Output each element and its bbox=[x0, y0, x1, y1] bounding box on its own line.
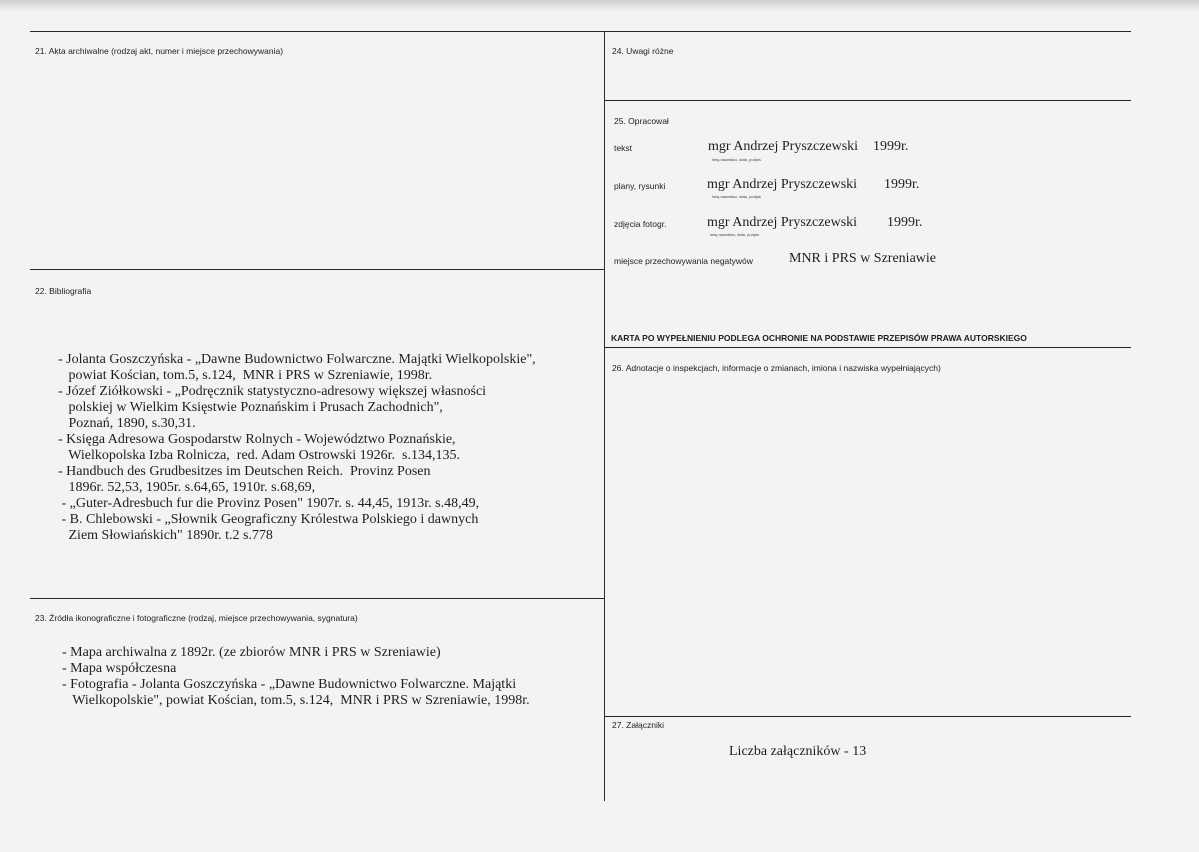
center-divider bbox=[604, 31, 605, 801]
author-hint: imię,nazwisko, data, podpis bbox=[710, 232, 759, 237]
section-26-title: 26. Adnotacje o inspekcjach, informacje o zmianach, imiona i nazwiska wypełniających) bbox=[612, 363, 941, 373]
bibliography-line: - Handbuch des Grudbesitzes im Deutschen Reich. Provinz Posen bbox=[58, 464, 431, 479]
author-name: mgr Andrzej Pryszczewski bbox=[708, 139, 859, 154]
divider-24-25 bbox=[604, 100, 1131, 101]
author-row-label: plany, rysunki bbox=[614, 181, 666, 191]
bibliography-line: Wielkopolska Izba Rolnicza, red. Adam Ostrowski 1926r. s.134,135. bbox=[58, 448, 461, 463]
author-row-label: zdjęcia fotogr. bbox=[614, 219, 667, 229]
author-name: mgr Andrzej Pryszczewski bbox=[707, 177, 858, 192]
section-22-title: 22. Bibliografia bbox=[35, 286, 92, 296]
bibliography-line: - „Guter-Adresbuch fur die Provinz Posen" 1907r. s. 44,45, 1913r. s.48,49, bbox=[58, 496, 480, 511]
author-row-label: tekst bbox=[614, 143, 632, 153]
bibliography-line: Poznań, 1890, s.30,31. bbox=[58, 416, 196, 431]
author-hint: imię,nazwisko, data, podpis bbox=[712, 194, 761, 199]
source-line: - Fotografia - Jolanta Goszczyńska - „Dawne Budownictwo Folwarczne. Majątki bbox=[62, 677, 517, 692]
top-border bbox=[30, 31, 1131, 32]
copyright-note: KARTA PO WYPEŁNIENIU PODLEGA OCHRONIE NA PODSTAWIE PRZEPISÓW PRAWA AUTORSKIEGO bbox=[611, 333, 1027, 343]
bibliography-line: polskiej w Wielkim Księstwie Poznańskim i Prusach Zachodnich", bbox=[58, 400, 443, 415]
negatives-label: miejsce przechowywania negatywów bbox=[614, 256, 753, 266]
source-line: - Mapa współczesna bbox=[62, 661, 177, 676]
source-line: - Mapa archiwalna z 1892r. (ze zbiorów MNR i PRS w Szreniawie) bbox=[62, 645, 441, 660]
divider-25-26 bbox=[604, 347, 1131, 348]
author-year: 1999r. bbox=[884, 177, 920, 192]
bibliography-list bbox=[58, 352, 536, 544]
author-year: 1999r. bbox=[887, 215, 923, 230]
section-27-title: 27. Załączniki bbox=[612, 720, 664, 730]
section-24-title: 24. Uwagi różne bbox=[612, 46, 674, 56]
bibliography-line: - Józef Ziółkowski - „Podręcznik statystyczno-adresowy większej własności bbox=[58, 384, 487, 399]
divider-21-22 bbox=[30, 269, 604, 270]
bibliography-line: Ziem Słowiańskich" 1890r. t.2 s.778 bbox=[58, 528, 273, 543]
sources-list bbox=[62, 645, 530, 709]
author-year: 1999r. bbox=[873, 139, 909, 154]
divider-22-23 bbox=[30, 598, 604, 599]
divider-26-27 bbox=[604, 716, 1131, 717]
bibliography-line: - B. Chlebowski - „Słownik Geograficzny Królestwa Polskiego i dawnych bbox=[58, 512, 479, 527]
author-name: mgr Andrzej Pryszczewski bbox=[707, 215, 858, 230]
section-25-title: 25. Opracował bbox=[614, 116, 669, 126]
author-hint: imię,nazwisko, data, podpis bbox=[712, 157, 761, 162]
bibliography-line: - Księga Adresowa Gospodarstw Rolnych - Województwo Poznańskie, bbox=[58, 432, 456, 447]
section-21-title: 21. Akta archiwalne (rodzaj akt, numer i miejsce przechowywania) bbox=[35, 46, 284, 56]
negatives-value: MNR i PRS w Szreniawie bbox=[789, 251, 936, 266]
source-line: Wielkopolskie", powiat Kościan, tom.5, s.124, MNR i PRS w Szreniawie, 1998r. bbox=[62, 693, 530, 708]
section-23-title: 23. Źródła ikonograficzne i fotograficzne (rodzaj, miejsce przechowywania, sygnatura) bbox=[35, 613, 358, 623]
attachments-count: Liczba załączników - 13 bbox=[729, 744, 867, 759]
scan-edge bbox=[0, 0, 1199, 12]
bibliography-line: powiat Kościan, tom.5, s.124, MNR i PRS w Szreniawie, 1998r. bbox=[58, 368, 433, 383]
bibliography-line: - Jolanta Goszczyńska - „Dawne Budownictwo Folwarczne. Majątki Wielkopolskie", bbox=[58, 352, 536, 367]
bibliography-line: 1896r. 52,53, 1905r. s.64,65, 1910r. s.68,69, bbox=[58, 480, 316, 495]
